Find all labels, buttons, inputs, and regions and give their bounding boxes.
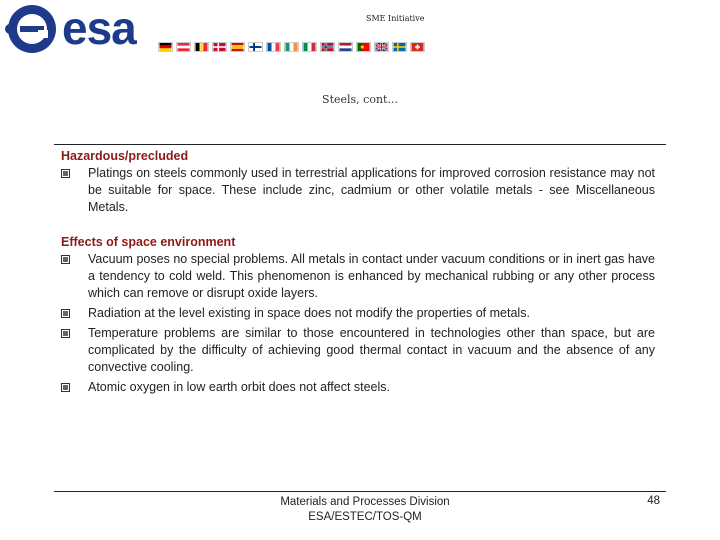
belgium-flag: [194, 42, 209, 52]
list-item: [61, 165, 655, 216]
uk-flag: [374, 42, 389, 52]
list-item: [61, 325, 655, 376]
bullet-text: Temperature problems are similar to those encountered in technologies other than space, but are complicated by the difficulty of achieving good thermal contact in vacuum and the absence of any convective cooling.: [88, 326, 655, 374]
bottom-divider: [54, 491, 666, 492]
esa-logo-mark: [2, 2, 60, 56]
bullet-text: Vacuum poses no special problems. All metals in contact under vacuum conditions or in inert gas have a tendency to cold weld. This phenomenon is enhanced by mechanical rubbing or any other process which can remove or disrupt oxide layers.: [88, 252, 655, 300]
page-number: 48: [647, 495, 660, 507]
bullet-text: Atomic oxygen in low earth orbit does not affect steels.: [88, 380, 391, 394]
bullet-list: [61, 251, 655, 396]
list-item: [61, 251, 655, 302]
sweden-flag: [392, 42, 407, 52]
esa-logo: [2, 2, 162, 56]
member-flags: [158, 42, 425, 53]
list-item: [61, 305, 655, 322]
bullet-text: Platings on steels commonly used in terrestrial applications for improved corrosion resistance may not be suitable for space. These include zinc, cadmium or other volatile metals - see Miscellaneous Metals.: [88, 166, 655, 214]
footer-division: Materials and Processes Division: [280, 496, 450, 508]
ireland-flag: [284, 42, 299, 52]
switzerland-flag: [410, 42, 425, 52]
france-flag: [266, 42, 281, 52]
section-space-environment: [61, 234, 655, 396]
bullet-icon: [61, 329, 70, 338]
netherlands-flag: [338, 42, 353, 52]
slide-content: [61, 148, 655, 399]
bullet-icon: [61, 255, 70, 264]
bullet-icon: [61, 383, 70, 392]
slide-title: Steels, cont...: [322, 93, 398, 106]
footer-department: ESA/ESTEC/TOS-QM: [308, 511, 422, 523]
germany-flag: [158, 42, 173, 52]
bullet-text: Radiation at the level existing in space does not modify the properties of metals.: [88, 306, 530, 320]
italy-flag: [302, 42, 317, 52]
sme-initiative-label: SME Initiative: [366, 14, 425, 23]
spain-flag: [230, 42, 245, 52]
bullet-list: [61, 165, 655, 216]
section-hazardous: [61, 148, 655, 216]
norway-flag: [320, 42, 335, 52]
top-divider: [54, 144, 666, 145]
portugal-flag: [356, 42, 371, 52]
footer: [250, 495, 480, 525]
denmark-flag: [212, 42, 227, 52]
list-item: [61, 379, 655, 396]
bullet-icon: [61, 169, 70, 178]
austria-flag: [176, 42, 191, 52]
bullet-icon: [61, 309, 70, 318]
logo-wordmark: esa: [62, 2, 136, 54]
finland-flag: [248, 42, 263, 52]
section-heading: Hazardous/precluded: [61, 149, 189, 163]
section-heading: Effects of space environment: [61, 235, 236, 249]
